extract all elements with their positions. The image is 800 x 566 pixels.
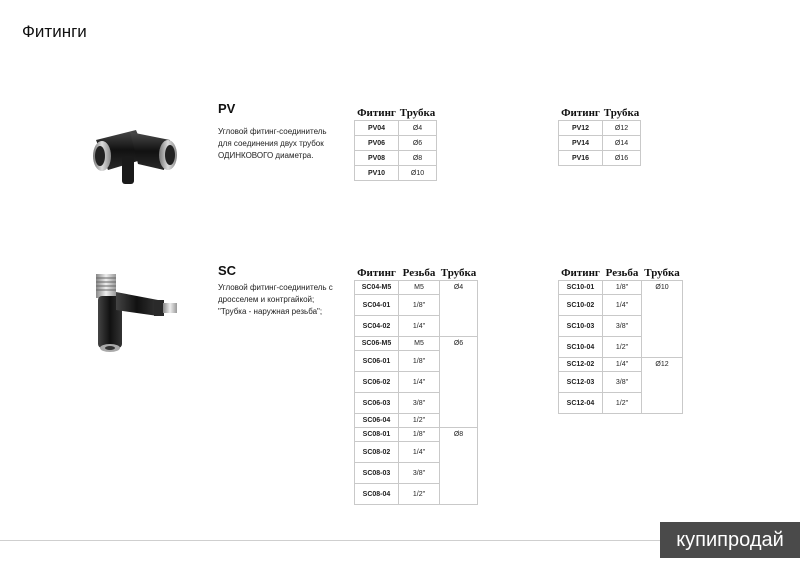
pv-elbow-fitting-image <box>78 118 188 193</box>
thread-size: 3/8" <box>399 393 440 414</box>
fitting-code: SC08-01 <box>355 428 399 442</box>
pv-description <box>218 126 353 162</box>
column-header-tube: Трубка <box>399 107 436 119</box>
fitting-code: SC08-04 <box>355 484 399 505</box>
table-row <box>355 281 478 295</box>
pv-table-right <box>558 106 641 166</box>
table-row <box>559 151 641 166</box>
thread-size: 3/8" <box>603 372 642 393</box>
thread-size: 1/2" <box>603 337 642 358</box>
column-header-fitting: Фитинг <box>561 107 600 119</box>
fitting-code: SC06-04 <box>355 414 399 428</box>
table-row <box>355 337 478 351</box>
bottom-divider <box>0 540 660 541</box>
table-row <box>559 281 683 295</box>
thread-size: 1/8" <box>399 295 440 316</box>
fitting-code: PV16 <box>559 151 603 166</box>
thread-size: 1/8" <box>399 351 440 372</box>
fitting-code: SC10-01 <box>559 281 603 295</box>
thread-size: 1/4" <box>603 295 642 316</box>
fitting-code: PV14 <box>559 136 603 151</box>
thread-size: 1/2" <box>399 484 440 505</box>
tube-size: Ø16 <box>603 151 641 166</box>
column-header-tube: Трубка <box>603 107 640 119</box>
fitting-code: SC04-01 <box>355 295 399 316</box>
thread-size: 1/8" <box>399 428 440 442</box>
tube-size: Ø10 <box>399 166 437 181</box>
column-header-fitting: Фитинг <box>357 107 396 119</box>
fitting-code: PV10 <box>355 166 399 181</box>
thread-size: M5 <box>399 281 440 295</box>
thread-size: 1/8" <box>603 281 642 295</box>
table-row <box>355 166 437 181</box>
pv-description-line: Угловой фитинг-соединитель <box>218 127 327 136</box>
fitting-code: SC06-01 <box>355 351 399 372</box>
fitting-code: SC06-02 <box>355 372 399 393</box>
thread-size: 1/2" <box>399 414 440 428</box>
tube-size: Ø8 <box>399 151 437 166</box>
fitting-code: SC04-M5 <box>355 281 399 295</box>
sc-description-line: Угловой фитинг-соединитель с <box>218 283 333 292</box>
table-row <box>355 428 478 442</box>
fitting-code: SC10-02 <box>559 295 603 316</box>
fitting-code: PV06 <box>355 136 399 151</box>
brand-watermark[interactable]: купипродай <box>660 522 800 558</box>
fitting-code: SC12-03 <box>559 372 603 393</box>
tube-size: Ø12 <box>642 358 683 414</box>
page-title: Фитинги <box>22 22 87 41</box>
table-row <box>355 151 437 166</box>
tube-size: Ø14 <box>603 136 641 151</box>
table-row <box>355 136 437 151</box>
column-header-tube: Трубка <box>440 267 477 279</box>
sc-description <box>218 282 353 318</box>
fitting-code: SC10-04 <box>559 337 603 358</box>
sc-title: SC <box>218 263 237 278</box>
pv-description-line: ОДИНКОВОГО диаметра. <box>218 151 314 160</box>
thread-size: 1/4" <box>603 358 642 372</box>
column-header-thread: Резьба <box>605 267 639 279</box>
fitting-code: SC06-M5 <box>355 337 399 351</box>
fitting-code: SC12-04 <box>559 393 603 414</box>
fitting-code: SC08-02 <box>355 442 399 463</box>
thread-size: 1/2" <box>603 393 642 414</box>
fitting-code: SC04-02 <box>355 316 399 337</box>
tube-size: Ø4 <box>440 281 478 337</box>
tube-size: Ø6 <box>399 136 437 151</box>
column-header-fitting: Фитинг <box>357 267 396 279</box>
tube-size: Ø8 <box>440 428 478 505</box>
thread-size: 3/8" <box>399 463 440 484</box>
table-row <box>559 121 641 136</box>
tube-size: Ø12 <box>603 121 641 136</box>
table-row <box>559 358 683 372</box>
pv-title: PV <box>218 101 236 116</box>
thread-size: 3/8" <box>603 316 642 337</box>
fitting-code: SC06-03 <box>355 393 399 414</box>
sc-description-line: "Трубка - наружная резьба"; <box>218 307 323 316</box>
pv-description-line: для соединения двух трубок <box>218 139 324 148</box>
sc-table-left <box>354 266 478 505</box>
fitting-code: PV04 <box>355 121 399 136</box>
fitting-code: SC12-02 <box>559 358 603 372</box>
table-row <box>355 121 437 136</box>
sc-table-right <box>558 266 683 414</box>
thread-size: 1/4" <box>399 372 440 393</box>
sc-flow-control-fitting-image <box>86 270 186 355</box>
thread-size: M5 <box>399 337 440 351</box>
thread-size: 1/4" <box>399 316 440 337</box>
sc-description-line: дросселем и контргайкой; <box>218 295 315 304</box>
column-header-thread: Резьба <box>402 267 436 279</box>
column-header-fitting: Фитинг <box>561 267 600 279</box>
pv-table-left <box>354 106 437 181</box>
fitting-code: PV12 <box>559 121 603 136</box>
tube-size: Ø10 <box>642 281 683 358</box>
column-header-tube: Трубка <box>644 267 680 279</box>
thread-size: 1/4" <box>399 442 440 463</box>
tube-size: Ø6 <box>440 337 478 428</box>
tube-size: Ø4 <box>399 121 437 136</box>
table-row <box>559 136 641 151</box>
fitting-code: SC10-03 <box>559 316 603 337</box>
fitting-code: PV08 <box>355 151 399 166</box>
fitting-code: SC08-03 <box>355 463 399 484</box>
